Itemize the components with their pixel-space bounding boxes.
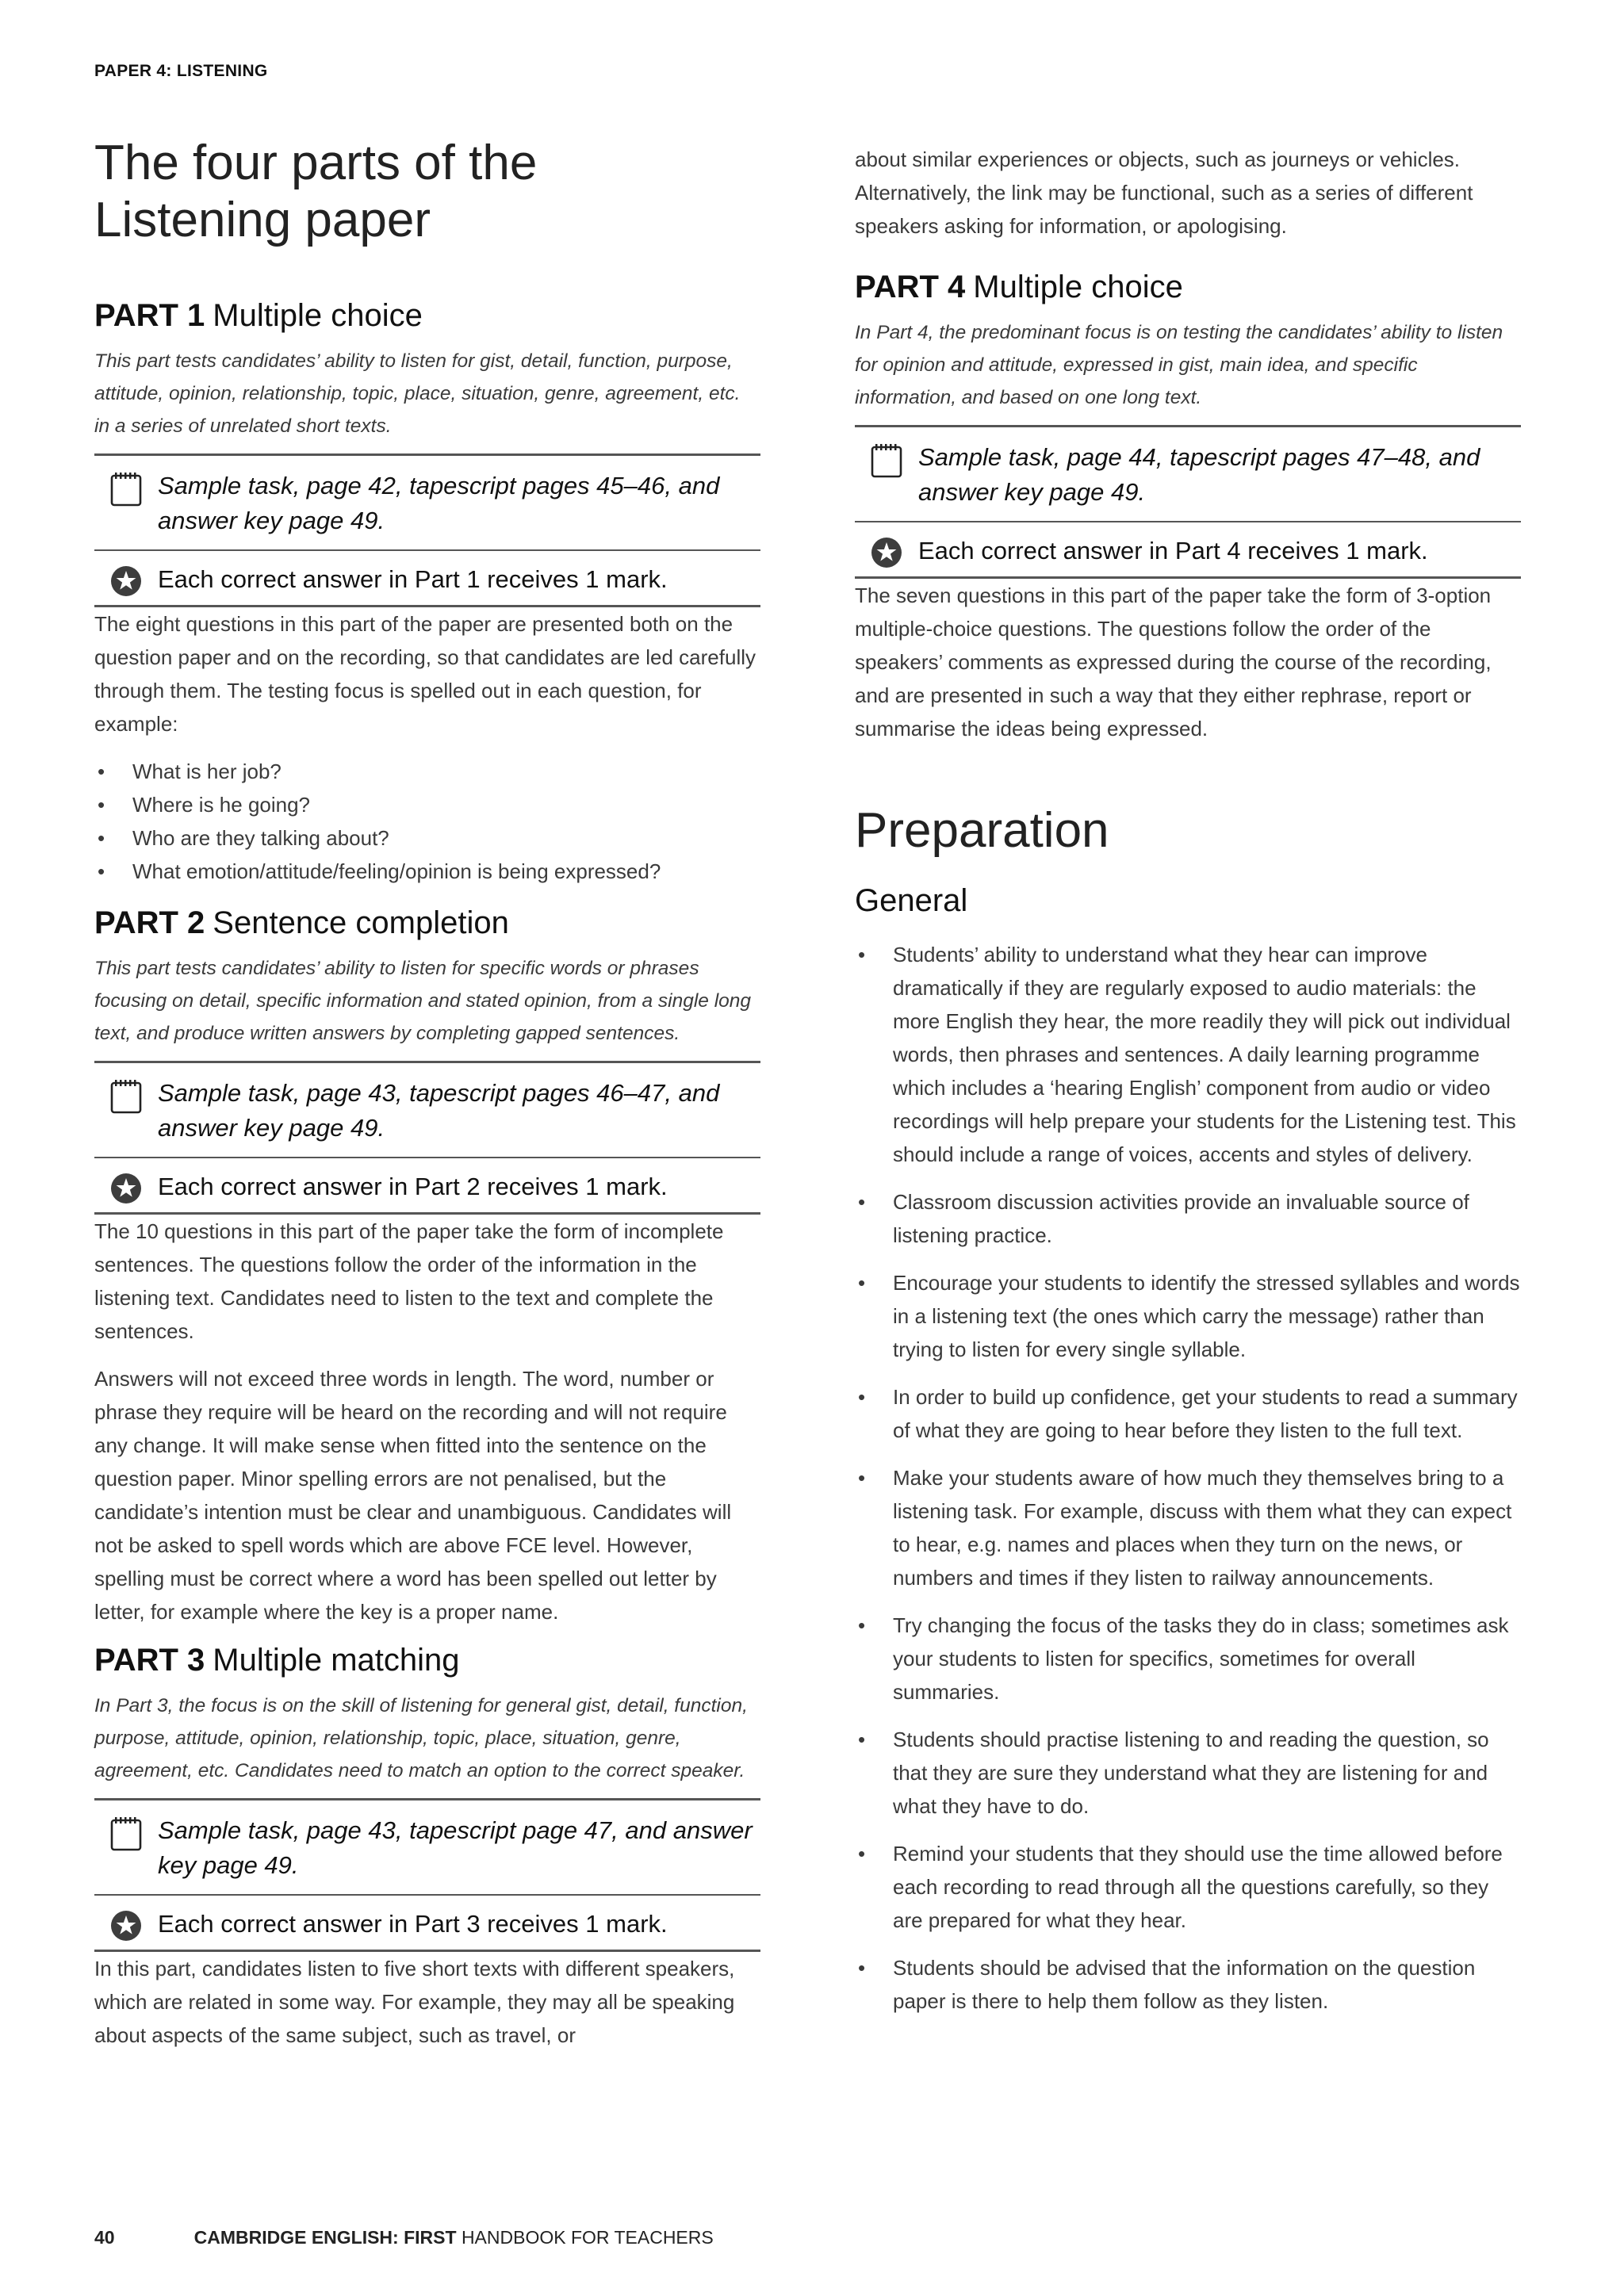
part-number: PART 4 bbox=[855, 270, 966, 304]
page-footer bbox=[94, 2227, 714, 2248]
part-name: Sentence completion bbox=[213, 905, 509, 940]
star-badge-icon bbox=[94, 1169, 158, 1204]
list-item: • In order to build up confidence, get your students to read a summary of what they are going to hear before they listen to the full text. bbox=[855, 1380, 1521, 1447]
list-item: • Try changing the focus of the tasks they do in class; sometimes ask your students to listen for specifics, sometimes for overall summaries. bbox=[855, 1609, 1521, 1709]
part-2-section bbox=[94, 905, 760, 1628]
mark-row bbox=[94, 551, 760, 605]
notepad-icon bbox=[94, 1076, 158, 1114]
body-text: The eight questions in this part of the paper are presented both on the question paper and on the recording, so that candidates are led carefully through them. The testing focus is spelled out in each question, for example: bbox=[94, 612, 756, 736]
mark-text: Each correct answer in Part 1 receives 1 mark. bbox=[158, 565, 668, 593]
body-text-continued: about similar experiences or objects, such as journeys or vehicles. Alternatively, the link may be functional, such as a series of different speakers asking for information, or apologising. bbox=[855, 147, 1473, 238]
list-item: • Who are they talking about? bbox=[94, 821, 760, 855]
list-item: • Students should be advised that the information on the question paper is there to help them follow as they listen. bbox=[855, 1951, 1521, 2018]
mark-text: Each correct answer in Part 3 receives 1 mark. bbox=[158, 1910, 668, 1938]
list-item: • Make your students aware of how much they themselves bring to a listening task. For example, discuss with them what they can expect to hear, e.g. names and places when they turn on the news, or numbers and times if they listen to railway announcements. bbox=[855, 1461, 1521, 1594]
notepad-icon bbox=[94, 1813, 158, 1851]
part-4-section bbox=[855, 270, 1521, 745]
star-badge-icon bbox=[94, 562, 158, 597]
mark-row bbox=[855, 522, 1521, 576]
part-name: Multiple choice bbox=[213, 298, 423, 333]
right-column bbox=[855, 135, 1521, 2035]
sample-task-row bbox=[855, 427, 1521, 522]
part-description: In Part 3, the focus is on the skill of listening for general gist, detail, function, purpose, attitude, opinion, relationship, topic, place, situation, genre, agreement, etc. Candidates need to match an option to the correct speaker. bbox=[94, 1695, 748, 1781]
notepad-icon bbox=[94, 469, 158, 507]
body-text: In this part, candidates listen to five short texts with different speakers, which are related in some way. For example, they may all be speaking about aspects of the same subject, such as travel, or bbox=[94, 1957, 735, 2047]
part-name: Multiple matching bbox=[213, 1643, 460, 1678]
sample-task-row bbox=[94, 456, 760, 551]
list-item: • Students should practise listening to and reading the question, so that they are sure they understand what they are listening for and what they have to do. bbox=[855, 1723, 1521, 1823]
general-subheading: General bbox=[855, 883, 968, 918]
list-item: • Encourage your students to identify the stressed syllables and words in a listening text (the ones which carry the message) rather than trying to listen for every single syllable. bbox=[855, 1266, 1521, 1366]
part-3-section bbox=[94, 1643, 760, 2052]
mark-row bbox=[94, 1158, 760, 1212]
part-4-heading bbox=[855, 270, 1521, 305]
sample-task-text: Sample task, page 43, tapescript page 47, and answer key page 49. bbox=[158, 1816, 753, 1879]
star-badge-icon bbox=[855, 534, 918, 568]
star-badge-icon bbox=[94, 1907, 158, 1942]
example-questions-list bbox=[94, 755, 760, 888]
sample-task-row bbox=[94, 1800, 760, 1896]
preparation-section bbox=[855, 802, 1521, 2018]
footer-title: HANDBOOK FOR TEACHERS bbox=[461, 2227, 714, 2248]
part-3-heading bbox=[94, 1643, 760, 1678]
body-text: The seven questions in this part of the paper take the form of 3-option multiple-choice questions. The questions follow the order of the speakers’ comments as expressed during the course of the recording, and are presented in such a way that they either rephrase, report or summarise the ideas being expressed. bbox=[855, 584, 1492, 740]
list-item: • What is her job? bbox=[94, 755, 760, 788]
list-item: • What emotion/attitude/feeling/opinion is being expressed? bbox=[94, 855, 760, 888]
mark-text: Each correct answer in Part 2 receives 1 mark. bbox=[158, 1173, 668, 1200]
page-number: 40 bbox=[94, 2227, 115, 2248]
sample-task-row bbox=[94, 1063, 760, 1158]
part-description: This part tests candidates’ ability to listen for specific words or phrases focusing on detail, specific information and stated opinion, from a single long text, and produce written answers by completing gapped sentences. bbox=[94, 958, 752, 1044]
part-1-heading bbox=[94, 298, 760, 334]
footer-brand: CAMBRIDGE ENGLISH: FIRST bbox=[193, 2227, 457, 2248]
part-description: This part tests candidates’ ability to listen for gist, detail, function, purpose, attitude, opinion, relationship, topic, place, situation, genre, agreement, etc. in a series of unrelated short texts. bbox=[94, 350, 741, 437]
list-item: • Students’ ability to understand what they hear can improve dramatically if they are regularly exposed to audio materials: the more English they hear, the more readily they will pick out individual words, then phrases and sentences. A daily learning programme which includes a ‘hearing English’ component from audio or video recordings will help prepare your students for the Listening test. This should include a range of voices, accents and styles of delivery. bbox=[855, 938, 1521, 1171]
info-box bbox=[855, 425, 1521, 579]
sample-task-text: Sample task, page 44, tapescript pages 47–48, and answer key page 49. bbox=[918, 443, 1480, 506]
preparation-tips-list bbox=[855, 938, 1521, 2018]
sample-task-text: Sample task, page 42, tapescript pages 45–46, and answer key page 49. bbox=[158, 472, 720, 534]
preparation-heading: Preparation bbox=[855, 803, 1109, 858]
info-box bbox=[94, 453, 760, 607]
info-box bbox=[94, 1798, 760, 1952]
part-number: PART 1 bbox=[94, 298, 205, 333]
part-number: PART 2 bbox=[94, 905, 205, 940]
part-name: Multiple choice bbox=[973, 270, 1183, 304]
mark-row bbox=[94, 1896, 760, 1950]
list-item: • Remind your students that they should use the time allowed before each recording to read through all the questions carefully, so they are prepared for what they hear. bbox=[855, 1837, 1521, 1937]
sample-task-text: Sample task, page 43, tapescript pages 46–47, and answer key page 49. bbox=[158, 1079, 720, 1142]
list-item: • Classroom discussion activities provide an invaluable source of listening practice. bbox=[855, 1185, 1521, 1252]
left-column bbox=[94, 135, 760, 2066]
list-item: • Where is he going? bbox=[94, 788, 760, 821]
body-text: Answers will not exceed three words in length. The word, number or phrase they require will be heard on the recording and will not require any change. It will make sense when fitted into the sentence on the question paper. Minor spelling errors are not penalised, but the candidate’s intention must be clear and unambiguous. Candidates will not be asked to spell words which are above FCE level. However, spelling must be correct where a word has been spelled out letter by letter, for example where the key is a proper name. bbox=[94, 1367, 732, 1624]
info-box bbox=[94, 1061, 760, 1215]
part-description: In Part 4, the predominant focus is on testing the candidates’ ability to listen for opinion and attitude, expressed in gist, main idea, and specific information, and based on one long text. bbox=[855, 322, 1503, 408]
body-text: The 10 questions in this part of the paper take the form of incomplete sentences. The questions follow the order of the information in the listening text. Candidates need to listen to the text and complete the sentences. bbox=[94, 1219, 724, 1343]
page-title: The four parts of the Listening paper bbox=[94, 136, 538, 247]
part-2-heading bbox=[94, 905, 760, 941]
part-number: PART 3 bbox=[94, 1643, 205, 1678]
notepad-icon bbox=[855, 440, 918, 478]
mark-text: Each correct answer in Part 4 receives 1 mark. bbox=[918, 537, 1428, 564]
part-1-section bbox=[94, 298, 760, 888]
running-header: PAPER 4: LISTENING bbox=[94, 62, 268, 80]
